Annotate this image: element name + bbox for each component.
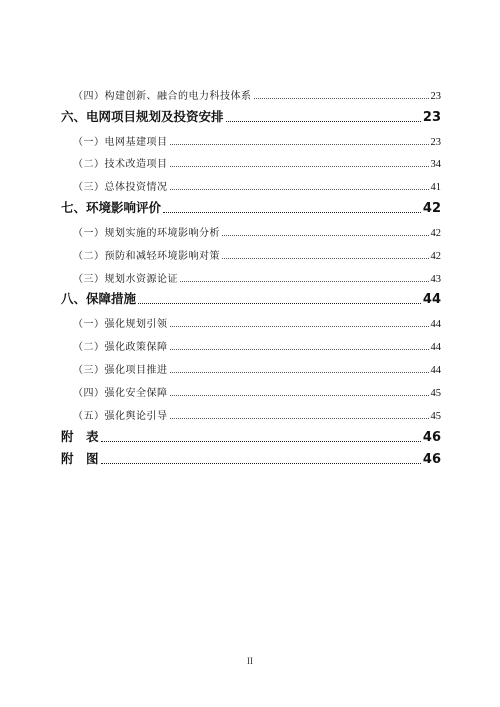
toc-leader-dots [101,463,421,464]
toc-leader-dots [170,166,429,167]
toc-entry[interactable] [61,399,441,422]
toc-leader-dots [163,212,421,213]
toc-entry-title: 附 图 [61,451,99,467]
toc-entry-page: 23 [430,90,441,102]
toc-entry-page: 41 [430,182,441,194]
toc-entry-title: （一）规划实施的环境影响分析 [73,227,220,239]
toc-entry-title: （四）构建创新、融合的电力科技体系 [73,90,252,102]
toc-entry[interactable] [61,193,441,216]
toc-entry[interactable] [61,262,441,285]
toc-entry[interactable] [61,79,441,102]
toc-entry-page: 44 [430,342,441,354]
toc-entry[interactable] [61,285,441,308]
toc-entry-page: 23 [422,109,441,125]
toc-entry-page: 34 [430,159,441,171]
toc-leader-dots [170,372,429,373]
toc-entry[interactable] [61,422,441,445]
toc-leader-dots [170,144,429,145]
toc-entry-title: 附 表 [61,428,99,444]
toc-entry-page: 45 [430,410,441,422]
toc-entry-title: （二）预防和减轻环境影响对策 [73,250,220,262]
toc-entry[interactable] [61,102,441,125]
toc-leader-dots [254,98,429,99]
toc-entry-page: 45 [430,387,441,399]
toc-entry[interactable] [61,148,441,171]
toc-entry[interactable] [61,239,441,262]
toc-leader-dots [226,121,421,122]
toc-leader-dots [170,326,429,327]
toc-leader-dots [170,418,429,419]
toc-entry-page: 42 [422,201,441,217]
toc-entry-page: 23 [430,136,441,148]
toc-entry-title: （一）电网基建项目 [73,136,168,148]
toc-entry[interactable] [61,445,441,468]
toc-entry-title: （四）强化安全保障 [73,387,168,399]
toc-entry-title: 八、保障措施 [61,291,137,307]
toc-entry-page: 46 [422,429,441,445]
toc-leader-dots [180,281,429,282]
toc-entry-title: 六、电网项目规划及投资安排 [61,108,224,124]
toc-leader-dots [138,303,421,304]
toc-entry-page: 43 [430,273,441,285]
toc-entry-page: 44 [430,364,441,376]
toc-entry-title: （五）强化舆论引导 [73,410,168,422]
toc-leader-dots [170,349,429,350]
toc-entry[interactable] [61,216,441,239]
toc-leader-dots [222,235,429,236]
table-of-contents [61,79,441,467]
toc-entry-title: （三）规划水资源论证 [73,273,178,285]
toc-entry-page: 42 [430,250,441,262]
toc-leader-dots [170,395,429,396]
toc-entry[interactable] [61,376,441,399]
toc-entry[interactable] [61,307,441,330]
toc-entry-title: （一）强化规划引领 [73,319,168,331]
toc-entry-page: 44 [422,292,441,308]
toc-leader-dots [101,441,421,442]
page-footer-number: II [247,656,253,666]
toc-entry-title: 七、环境影响评价 [61,200,162,216]
toc-entry-page: 46 [422,452,441,468]
toc-entry-page: 42 [430,227,441,239]
toc-leader-dots [222,258,429,259]
toc-entry[interactable] [61,353,441,376]
toc-entry[interactable] [61,125,441,148]
toc-entry-title: （二）强化政策保障 [73,342,168,354]
toc-entry[interactable] [61,170,441,193]
toc-entry-title: （三）强化项目推进 [73,364,168,376]
toc-entry[interactable] [61,330,441,353]
toc-entry-title: （二）技术改造项目 [73,159,168,171]
toc-leader-dots [170,189,429,190]
toc-entry-page: 44 [430,319,441,331]
toc-entry-title: （三）总体投资情况 [73,182,168,194]
